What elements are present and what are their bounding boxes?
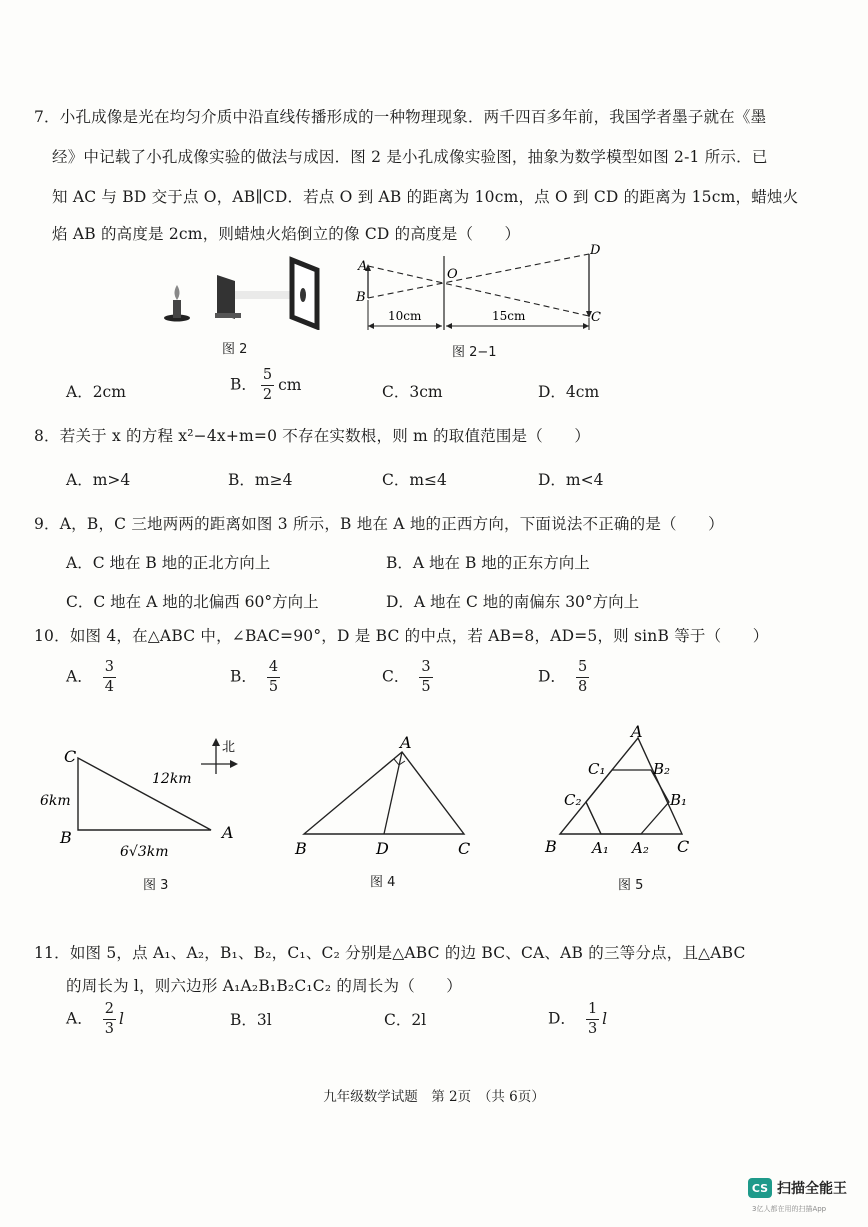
fig5-label-b2: B₂ <box>653 760 671 778</box>
q11-option-a[interactable] <box>66 1002 124 1037</box>
fraction-numerator: 5 <box>261 368 274 386</box>
north-arrow-label: 北 <box>222 740 236 755</box>
fraction-denominator: 5 <box>268 679 279 696</box>
fig5-label-b1: B₁ <box>670 791 688 809</box>
q7-option-c[interactable]: C．3cm <box>382 383 443 401</box>
option-fraction <box>103 1002 116 1037</box>
option-prefix: D． <box>538 667 566 686</box>
fig21-distance-1: 10cm <box>388 309 422 323</box>
fig5-label-c1: C₁ <box>588 760 606 778</box>
figure-3-diagram <box>36 730 256 870</box>
q10-option-b[interactable] <box>230 660 280 695</box>
fig5-label-a: A <box>631 722 643 741</box>
option-prefix: A． <box>66 1009 93 1028</box>
q8-option-b[interactable]: B．m≥4 <box>228 471 293 489</box>
fraction-denominator: 2 <box>262 387 273 404</box>
q9-text: 9．A，B，C 三地两两的距离如图 3 所示，B 地在 A 地的正西方向，下面说法不正确的是（ ） <box>34 515 724 533</box>
fraction-numerator: 3 <box>103 660 116 678</box>
q7-line-1: 7．小孔成像是光在均匀介质中沿直线传播形成的一种物理现象．两千四百多年前，我国学者墨子就在《墨 <box>34 108 767 126</box>
fig4-label-c: C <box>458 839 471 858</box>
fig4-label-a: A <box>400 733 412 752</box>
q7-option-b-unit: cm <box>278 375 302 394</box>
q11-option-d[interactable] <box>548 1002 607 1037</box>
fig21-label-d: D <box>590 243 601 258</box>
q9-option-d[interactable]: D．A 地在 C 地的南偏东 30°方向上 <box>386 593 640 611</box>
figure-4-diagram <box>290 730 490 860</box>
q7-option-d[interactable]: D．4cm <box>538 383 600 401</box>
fig3-side-cb: 6km <box>40 793 71 809</box>
fig5-label-a2: A₂ <box>632 839 649 857</box>
fig5-label-b: B <box>545 837 557 856</box>
fig21-label-c: C <box>591 310 601 325</box>
q11-line-1: 11．如图 5，点 A₁、A₂，B₁、B₂，C₁、C₂ 分别是△ABC 的边 BC、CA、AB 的三等分点，且△ABC <box>34 944 746 962</box>
fig5-label-c: C <box>677 837 690 856</box>
option-prefix: D． <box>548 1009 576 1028</box>
figure-2-1-diagram <box>352 238 612 338</box>
figure-5-diagram <box>540 722 710 862</box>
fig3-side-ca: 12km <box>152 771 192 787</box>
q11-line-2: 的周长为 l，则六边形 A₁A₂B₁B₂C₁C₂ 的周长为（ ） <box>66 977 463 995</box>
option-fraction <box>419 660 432 695</box>
fraction-denominator: 3 <box>104 1021 114 1038</box>
q11-option-b[interactable]: B．3l <box>230 1011 272 1029</box>
q11-option-c[interactable]: C．2l <box>384 1011 427 1029</box>
option-fraction <box>103 660 116 695</box>
figure-3-caption: 图 3 <box>143 878 169 893</box>
fraction-numerator: 4 <box>267 660 280 678</box>
option-prefix: B． <box>230 667 257 686</box>
fraction-denominator: 8 <box>577 679 588 696</box>
q10-option-c[interactable] <box>382 660 433 695</box>
fig3-label-c: C <box>64 747 77 766</box>
fig4-label-b: B <box>295 839 307 858</box>
fraction-denominator: 5 <box>421 679 431 696</box>
q10-option-a[interactable] <box>66 660 116 695</box>
q10-text: 10．如图 4，在△ABC 中，∠BAC=90°，D 是 BC 的中点，若 AB=8，AD=5，则 sinB 等于（ ） <box>34 627 769 645</box>
q9-option-a[interactable]: A．C 地在 B 地的正北方向上 <box>66 554 271 572</box>
figure-5-caption: 图 5 <box>618 878 644 893</box>
q9-option-c[interactable]: C．C 地在 A 地的北偏西 60°方向上 <box>66 593 319 611</box>
option-fraction <box>586 1002 599 1037</box>
figure-2-pinhole-illustration <box>155 255 330 330</box>
fraction-denominator: 4 <box>104 679 114 696</box>
fig3-label-b: B <box>60 828 72 847</box>
fraction-numerator: 5 <box>576 660 589 678</box>
q8-option-a[interactable]: A．m>4 <box>66 471 131 489</box>
fig5-label-c2: C₂ <box>564 791 582 809</box>
scanner-app-name: 扫描全能王 <box>777 1181 847 1197</box>
figure-2-1-caption: 图 2−1 <box>452 345 497 360</box>
scanner-badge <box>748 1178 847 1198</box>
fig21-label-a: A <box>358 259 368 274</box>
q7-option-b-prefix: B． <box>230 375 257 394</box>
option-fraction <box>576 660 589 695</box>
fig3-side-ba: 6√3km <box>120 844 169 860</box>
fig21-distance-2: 15cm <box>492 309 526 323</box>
figure-4-caption: 图 4 <box>370 875 396 890</box>
option-suffix: l <box>602 1009 608 1028</box>
fig5-label-a1: A₁ <box>592 839 609 857</box>
scanner-logo-icon: CS <box>748 1178 772 1198</box>
page-footer: 九年级数学试题 第 2页 （共 6页） <box>323 1089 545 1105</box>
q8-text: 8．若关于 x 的方程 x²−4x+m=0 不存在实数根，则 m 的取值范围是（ ） <box>34 427 591 445</box>
q8-option-d[interactable]: D．m<4 <box>538 471 604 489</box>
fraction-numerator: 2 <box>103 1002 116 1020</box>
option-prefix: A． <box>66 667 93 686</box>
fig21-label-o: O <box>447 267 458 282</box>
q7-line-2: 经》中记载了小孔成像实验的做法与成因．图 2 是小孔成像实验图，抽象为数学模型如图 2-1 所示．已 <box>52 148 768 166</box>
q7-line-4: 焰 AB 的高度是 2cm，则蜡烛火焰倒立的像 CD 的高度是（ ） <box>52 225 521 243</box>
figure-2-caption: 图 2 <box>222 342 248 357</box>
fraction-denominator: 3 <box>587 1021 598 1038</box>
q9-option-b[interactable]: B．A 地在 B 地的正东方向上 <box>386 554 590 572</box>
fraction-numerator: 1 <box>586 1002 599 1020</box>
fig21-label-b: B <box>356 290 366 305</box>
scanner-tagline: 3亿人都在用的扫描App <box>752 1205 827 1213</box>
q7-line-3: 知 AC 与 BD 交于点 O，AB∥CD．若点 O 到 AB 的距离为 10cm，点 O 到 CD 的距离为 15cm，蜡烛火 <box>52 188 799 206</box>
q8-option-c[interactable]: C．m≤4 <box>382 471 447 489</box>
fraction-numerator: 3 <box>419 660 432 678</box>
option-prefix: C． <box>382 667 410 686</box>
q7-option-a[interactable]: A．2cm <box>66 383 126 401</box>
q7-option-b[interactable] <box>230 368 302 403</box>
fig4-label-d: D <box>376 839 389 858</box>
option-fraction <box>267 660 280 695</box>
q7-option-b-fraction <box>261 368 274 403</box>
fig3-label-a: A <box>222 823 234 842</box>
q10-option-d[interactable] <box>538 660 589 695</box>
option-suffix: l <box>118 1009 124 1028</box>
